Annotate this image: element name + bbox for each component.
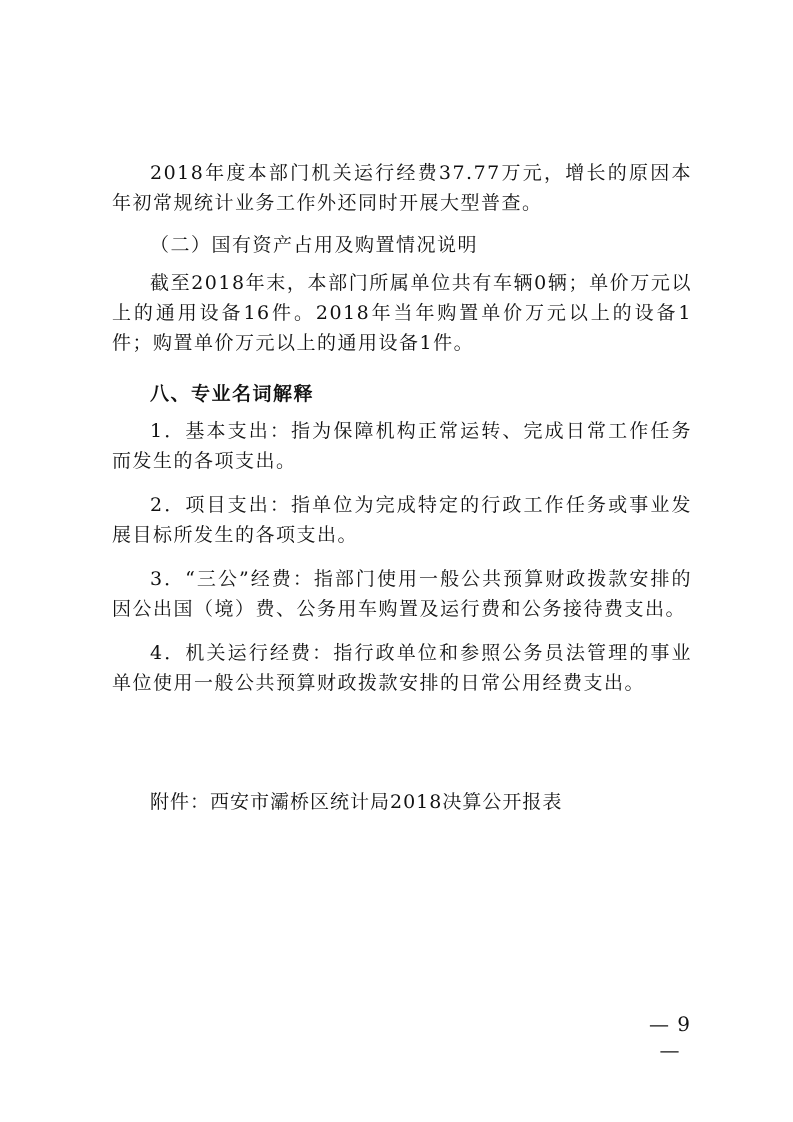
glossary-item-operating-expenses: 4．机关运行经费：指行政单位和参照公务员法管理的事业单位使用一般公共预算财政拨款安排的日常公用经费支出。 [112, 642, 692, 694]
section-heading-state-assets: （二）国有资产占用及购置情况说明 [150, 234, 479, 256]
page-number: — 9 — [648, 1012, 692, 1062]
section-heading-glossary: 八、专业名词解释 [150, 383, 315, 405]
glossary-item-basic-expenditure: 1．基本支出：指为保障机构正常运转、完成日常工作任务而发生的各项支出。 [112, 420, 692, 472]
glossary-item-three-public-expenses: 3．“三公”经费：指部门使用一般公共预算财政拨款安排的因公出国（境）费、公务用车购置及运行费和公务接待费支出。 [112, 568, 692, 620]
glossary-item-project-expenditure: 2．项目支出：指单位为完成特定的行政工作任务或事业发展目标所发生的各项支出。 [112, 494, 692, 546]
paragraph-asset-holdings: 截至2018年末，本部门所属单位共有车辆0辆；单价万元以上的通用设备16件。2018年当年购置单价万元以上的设备1件；购置单价万元以上的通用设备1件。 [112, 272, 692, 354]
attachment-note: 附件：西安市灞桥区统计局2018决算公开报表 [150, 791, 563, 813]
paragraph-operating-expenses: 2018年度本部门机关运行经费37.77万元，增长的原因本年初常规统计业务工作外还同时开展大型普查。 [112, 162, 692, 214]
